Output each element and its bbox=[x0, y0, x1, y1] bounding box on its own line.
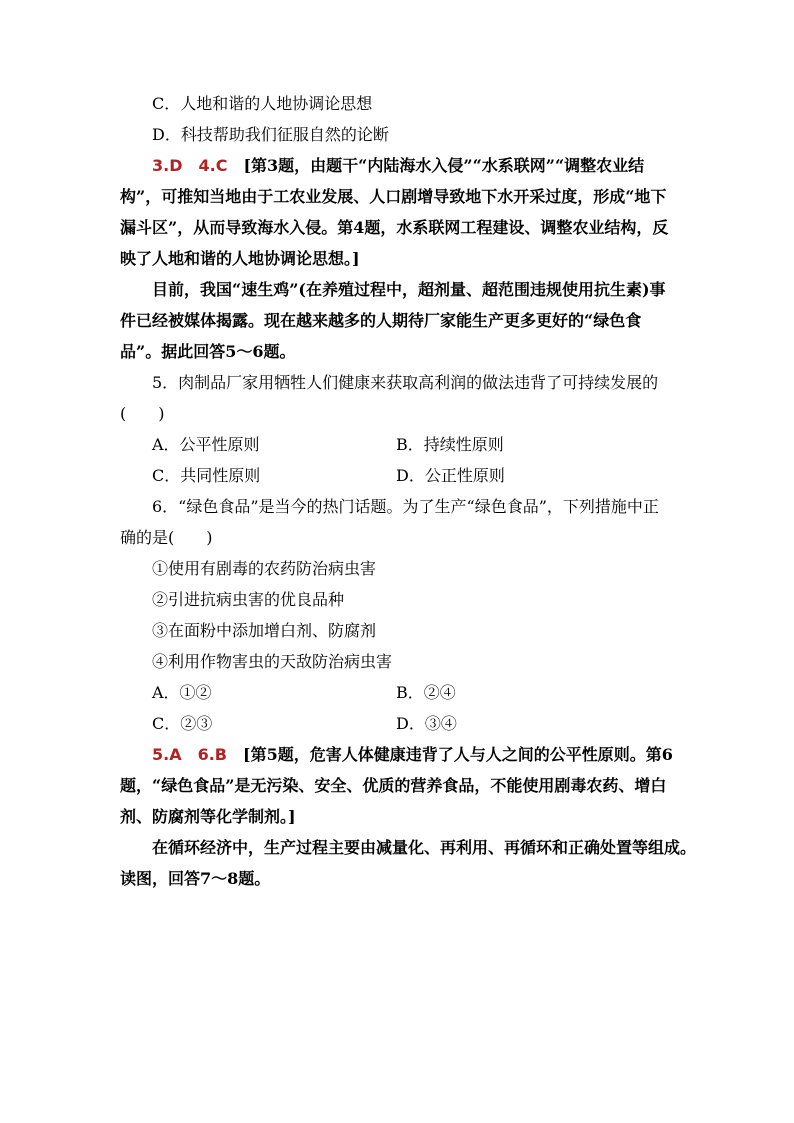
passage-line-3: 品”。据此回答5～6题。 bbox=[120, 342, 296, 361]
answer-5-6-line-2: 题，“绿色食品”是无污染、安全、优质的营养食品，不能使用剧毒农药、增白 bbox=[120, 776, 667, 795]
q6-option-a: A．①② bbox=[152, 683, 212, 702]
q5-stem-line-1: 5．肉制品厂家用牺牲人们健康来获取高利润的做法违背了可持续发展的 bbox=[152, 373, 659, 392]
answer-3-4-line-2: 构”，可推知当地由于工农业发展、人口剧增导致地下水开采过度，形成“地下 bbox=[120, 187, 667, 206]
passage-line-1: 目前，我国“速生鸡”(在养殖过程中，超剂量、超范围违规使用抗生素)事 bbox=[152, 280, 666, 299]
q5-options-row-2 bbox=[120, 460, 680, 491]
passage-line-2: 件已经被媒体揭露。现在越来越多的人期待厂家能生产更多更好的“绿色食 bbox=[120, 311, 642, 330]
q2-option-c: C．人地和谐的人地协调论思想 bbox=[152, 94, 373, 113]
q6-option-d: D．③④ bbox=[396, 714, 457, 733]
q6-options-row-2 bbox=[120, 708, 680, 739]
answer-5-6-text-1: [第5题，危害人体健康违背了人与人之间的公平性原则。第6 bbox=[227, 745, 673, 764]
answer-3-4-text-1: [第3题，由题干“内陆海水入侵”“水系联网”“调整农业结 bbox=[227, 156, 645, 175]
q5-option-c: C．共同性原则 bbox=[152, 466, 261, 485]
passage-2-line-2: 读图，回答7～8题。 bbox=[120, 869, 271, 888]
q6-stem-line-2: 确的是( ) bbox=[120, 528, 213, 547]
answer-5-6-line-1 bbox=[120, 739, 680, 770]
q5-options-row-1 bbox=[120, 429, 680, 460]
passage-2-line-1: 在循环经济中，生产过程主要由减量化、再利用、再循环和正确处置等组成。 bbox=[152, 838, 697, 857]
q6-options-row-1 bbox=[120, 677, 680, 708]
answer-key-5-6: 5.A 6.B bbox=[152, 745, 228, 764]
q6-item-3: ③在面粉中添加增白剂、防腐剂 bbox=[152, 621, 377, 640]
q6-option-b: B．②④ bbox=[396, 683, 456, 702]
q6-option-c: C．②③ bbox=[152, 714, 213, 733]
answer-key-3-4: 3.D 4.C bbox=[152, 156, 228, 175]
answer-3-4-line-4: 映了人地和谐的人地协调论思想。] bbox=[120, 249, 360, 268]
q5-option-b: B．持续性原则 bbox=[396, 435, 504, 454]
document-page bbox=[120, 88, 697, 894]
q5-stem-line-2: ( ) bbox=[120, 404, 165, 423]
q6-item-2: ②引进抗病虫害的优良品种 bbox=[152, 590, 345, 609]
q6-item-1: ①使用有剧毒的农药防治病虫害 bbox=[152, 559, 377, 578]
answer-5-6-line-3: 剂、防腐剂等化学制剂。] bbox=[120, 807, 296, 826]
q5-option-d: D．公正性原则 bbox=[396, 466, 505, 485]
q6-item-4: ④利用作物害虫的天敌防治病虫害 bbox=[152, 652, 393, 671]
answer-3-4-line-3: 漏斗区”，从而导致海水入侵。第4题，水系联网工程建设、调整农业结构，反 bbox=[120, 218, 669, 237]
answer-3-4-line-1 bbox=[120, 150, 680, 181]
q5-option-a: A．公平性原则 bbox=[152, 435, 260, 454]
q2-option-d: D．科技帮助我们征服自然的论断 bbox=[152, 125, 389, 144]
q6-stem-line-1: 6．“绿色食品”是当今的热门话题。为了生产“绿色食品”，下列措施中正 bbox=[152, 497, 659, 516]
